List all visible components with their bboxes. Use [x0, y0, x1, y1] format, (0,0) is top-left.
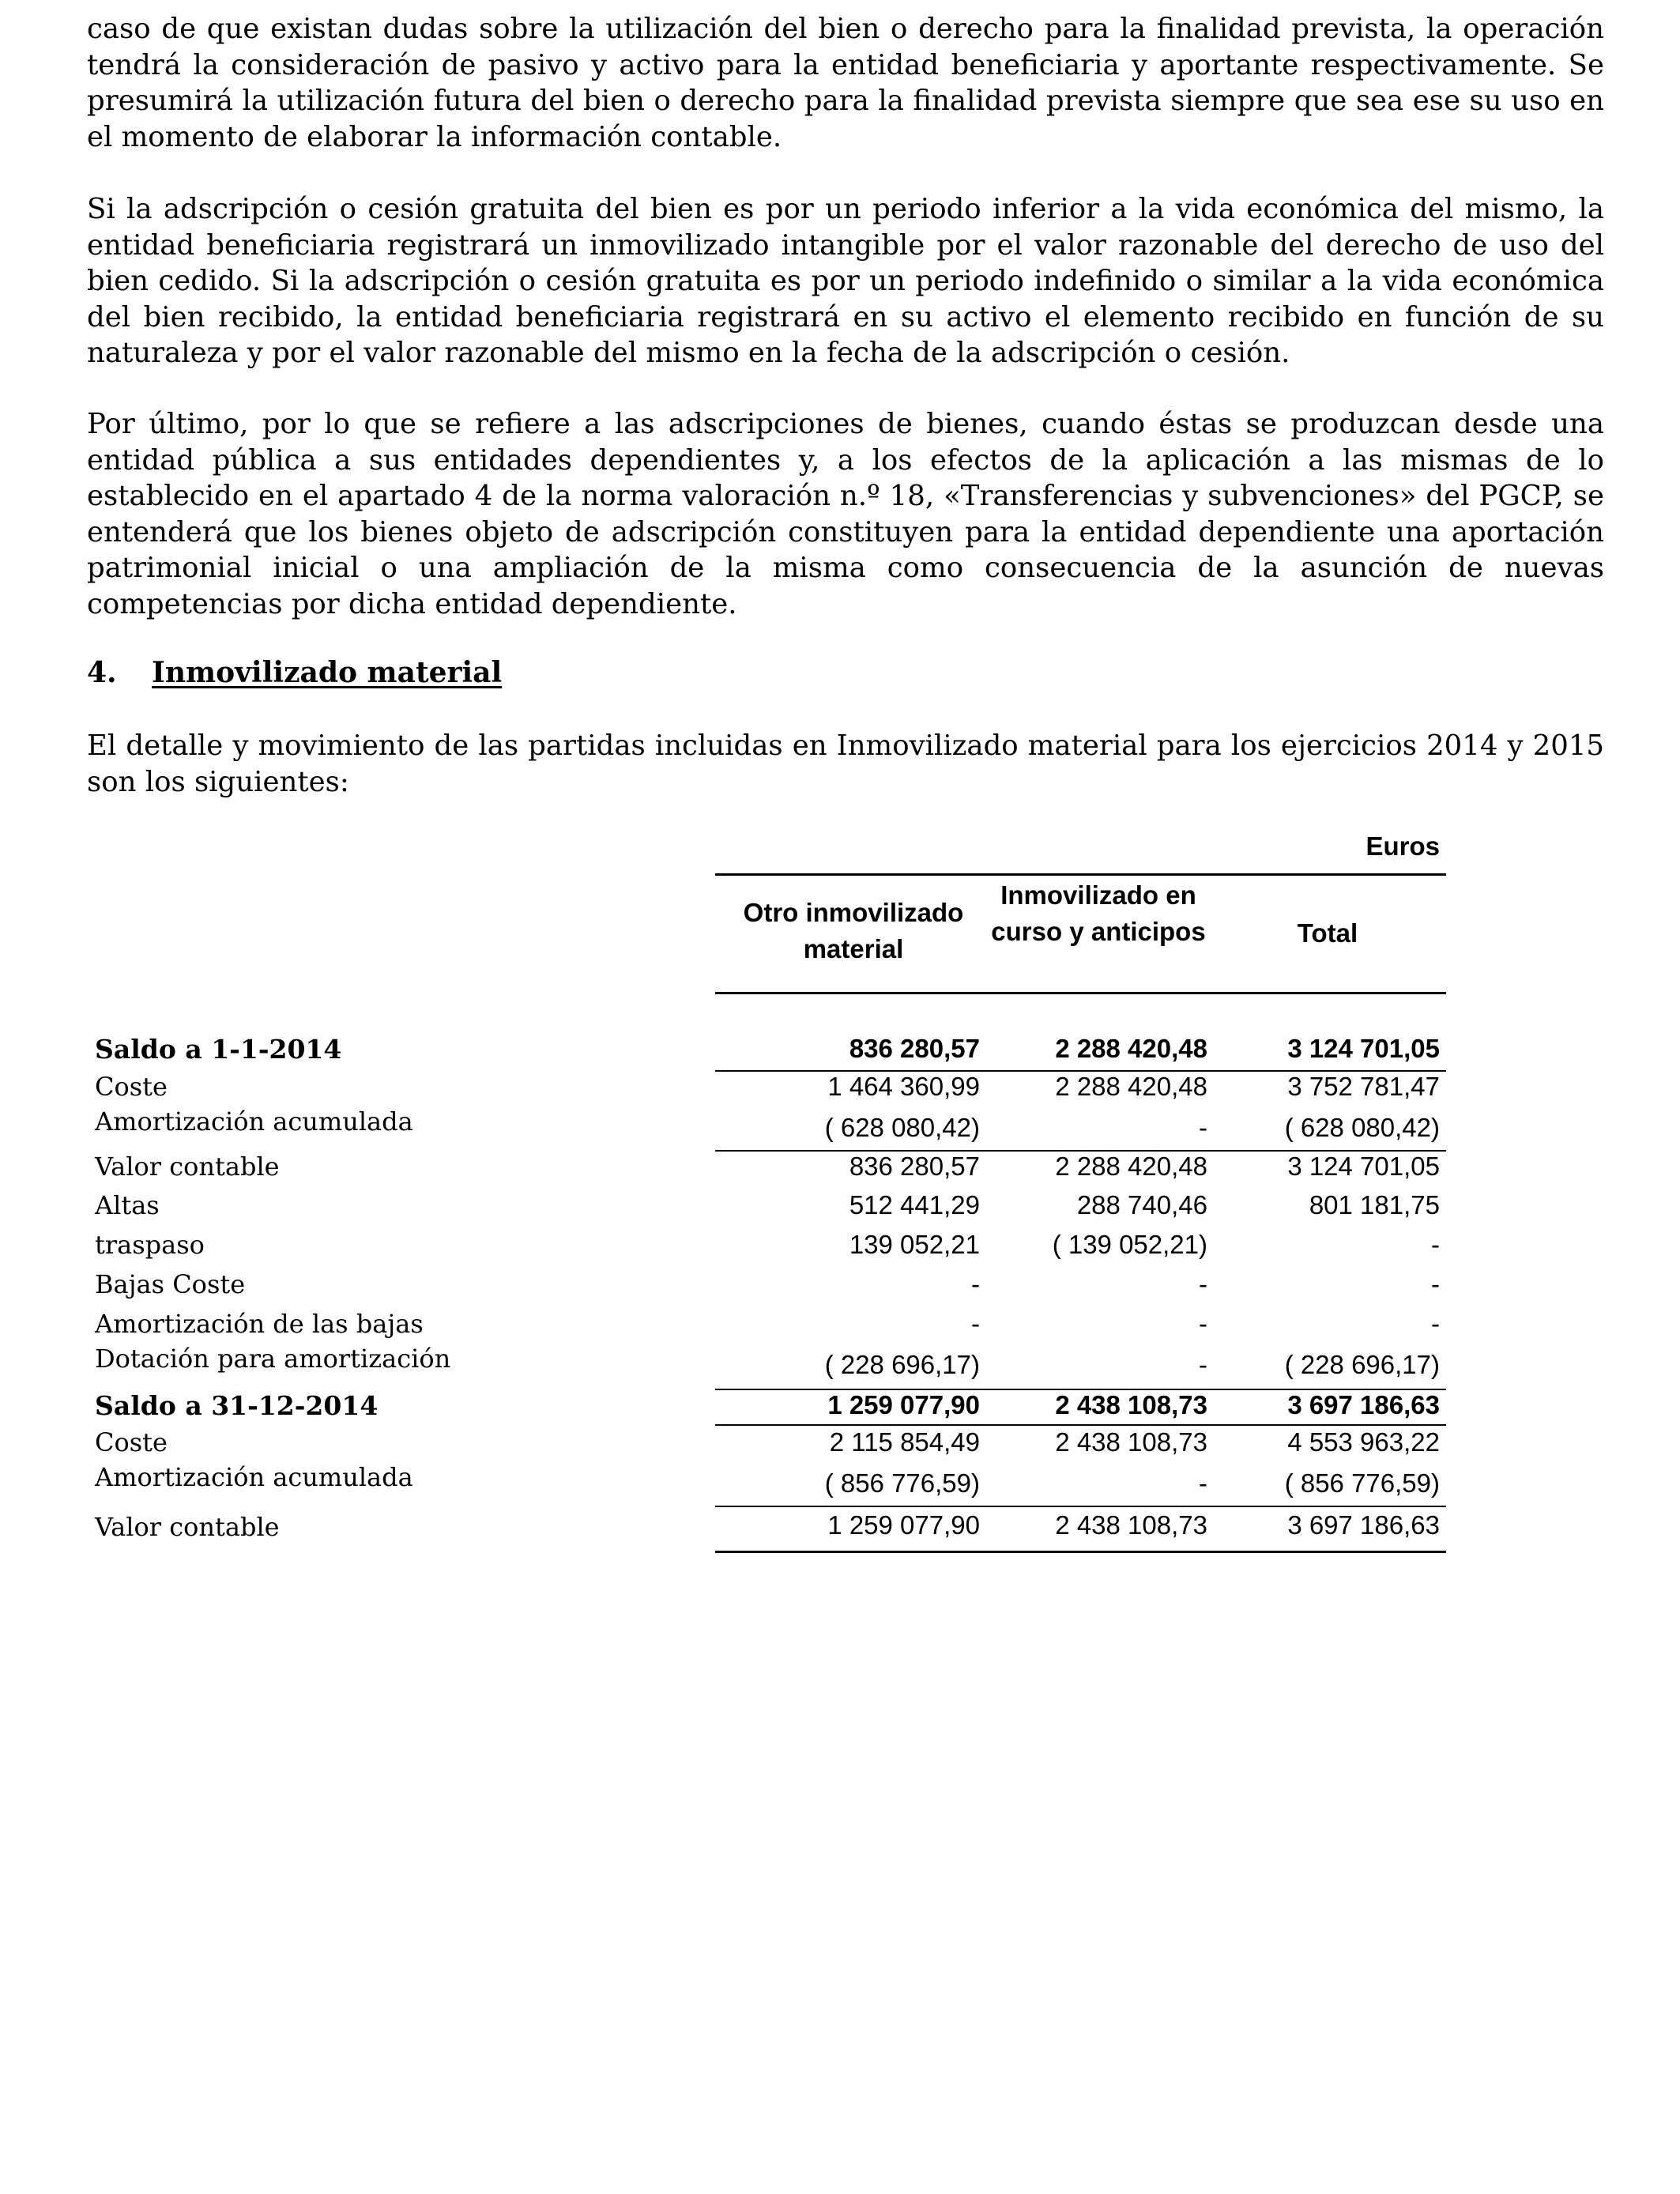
row-value: ( 856 776,59)	[1284, 1468, 1440, 1498]
row-value: 2 288 420,48	[1055, 1152, 1207, 1181]
row-value: -	[1199, 1113, 1207, 1142]
row-value: -	[971, 1309, 980, 1338]
row-value: -	[1199, 1309, 1207, 1338]
row-value: 3 697 186,63	[1287, 1390, 1440, 1419]
row-label: Coste	[95, 1072, 168, 1102]
column-header-other: Otro inmovilizado material	[743, 898, 964, 963]
rule-before-saldo-31	[715, 1389, 1446, 1390]
row-value: ( 628 080,42)	[1284, 1113, 1440, 1142]
row-value: 2 438 108,73	[1055, 1390, 1207, 1419]
rule-before-valor-contable	[715, 1150, 1446, 1152]
row-value: ( 139 052,21)	[1052, 1230, 1207, 1259]
row-value: 2 438 108,73	[1055, 1510, 1207, 1540]
row-value: 801 181,75	[1309, 1190, 1440, 1220]
currency-label: Euros	[1365, 831, 1440, 861]
row-value: 2 438 108,73	[1055, 1427, 1207, 1457]
paragraph-3: Por último, por lo que se refiere a las adscripciones de bienes, cuando éstas se produzcan desde una entidad pública a sus entidades dependientes y, a los efectos de la aplicación a las mismas de lo establecido en el apartado 4 de la norma valoración n.º 18, «Transferencias y subvenciones» del PGCP, se entenderá que los bienes objeto de adscripción constituyen para la entidad dependiente una aportación patrimonial inicial o una ampliación de la misma como consecuencia de la asunción de nuevas competencias por dicha entidad dependiente.	[87, 408, 1604, 620]
row-value: -	[1199, 1350, 1207, 1379]
paragraph-2: Si la adscripción o cesión gratuita del bien es por un periodo inferior a la vida económica del mismo, la entidad beneficiaria registrará un inmovilizado intangible por el valor razonable del derecho de uso del bien cedido. Si la adscripción o cesión gratuita es por un periodo indefinido o similar a la vida económica del bien recibido, la entidad beneficiaria registrará en su activo el elemento recibido en función de su naturaleza y por el valor razonable del mismo en la fecha de la adscripción o cesión.	[87, 193, 1604, 369]
row-value: ( 628 080,42)	[824, 1113, 980, 1142]
row-value: 3 697 186,63	[1287, 1510, 1440, 1540]
column-header-in-progress: Inmovilizado en curso y anticipos	[991, 880, 1206, 946]
rule-after-saldo-31	[715, 1424, 1446, 1426]
row-value: -	[1431, 1230, 1440, 1259]
paragraph-1: caso de que existan dudas sobre la utilización del bien o derecho para la finalidad prevista, la operación tendrá la consideración de pasivo y activo para la entidad beneficiaria y aportante respectivamente. Se presumirá la utilización futura del bien o derecho para la finalidad prevista siempre que sea ese su uso en el momento de elaborar la información contable.	[87, 13, 1604, 153]
row-label: Altas	[95, 1190, 160, 1220]
row-label: Coste	[95, 1427, 168, 1457]
row-value: ( 228 696,17)	[824, 1350, 980, 1379]
row-value: 2 288 420,48	[1055, 1034, 1207, 1063]
column-header-total: Total	[1297, 918, 1358, 948]
rule-before-final-valor	[715, 1506, 1446, 1507]
row-value: -	[971, 1269, 980, 1299]
rule-after-saldo-2014	[715, 1070, 1446, 1072]
row-label: Dotación para amortización	[95, 1344, 451, 1374]
header-bottom-rule	[715, 992, 1446, 994]
row-value: ( 856 776,59)	[824, 1468, 980, 1498]
table-bottom-rule	[715, 1551, 1446, 1553]
row-label: traspaso	[95, 1230, 205, 1260]
row-label: Bajas Coste	[95, 1269, 246, 1299]
header-top-rule	[715, 873, 1446, 876]
row-value: 139 052,21	[849, 1230, 980, 1259]
row-label: Amortización de las bajas	[95, 1309, 424, 1339]
row-value: 836 280,57	[849, 1034, 980, 1063]
section-title: Inmovilizado material	[152, 656, 503, 689]
row-value: 3 124 701,05	[1287, 1034, 1440, 1063]
row-value: -	[1431, 1309, 1440, 1338]
row-value: 1 259 077,90	[827, 1510, 980, 1540]
row-label: Amortización acumulada	[95, 1106, 413, 1137]
row-value: 1 259 077,90	[827, 1390, 980, 1419]
row-value: 4 553 963,22	[1287, 1427, 1440, 1457]
row-value: -	[1431, 1269, 1440, 1299]
row-label: Valor contable	[95, 1152, 280, 1182]
row-value: 1 464 360,99	[827, 1072, 980, 1101]
section-heading	[87, 656, 502, 689]
row-label: Saldo a 1-1-2014	[95, 1034, 342, 1065]
row-value: 2 115 854,49	[829, 1427, 980, 1457]
row-value: 288 740,46	[1076, 1190, 1207, 1220]
row-label: Saldo a 31-12-2014	[95, 1390, 379, 1421]
row-value: 836 280,57	[849, 1152, 980, 1181]
row-value: 3 752 781,47	[1287, 1072, 1440, 1101]
row-value: ( 228 696,17)	[1284, 1350, 1440, 1379]
row-value: 2 288 420,48	[1055, 1072, 1207, 1101]
row-value: -	[1199, 1468, 1207, 1498]
section-number: 4.	[87, 656, 117, 689]
row-label: Amortización acumulada	[95, 1462, 413, 1492]
row-label: Valor contable	[95, 1512, 280, 1542]
row-value: 512 441,29	[849, 1190, 980, 1220]
row-value: -	[1199, 1269, 1207, 1299]
row-value: 3 124 701,05	[1287, 1152, 1440, 1181]
paragraph-4: El detalle y movimiento de las partidas incluidas en Inmovilizado material para los ejercicios 2014 y 2015 son los siguientes:	[87, 729, 1604, 798]
